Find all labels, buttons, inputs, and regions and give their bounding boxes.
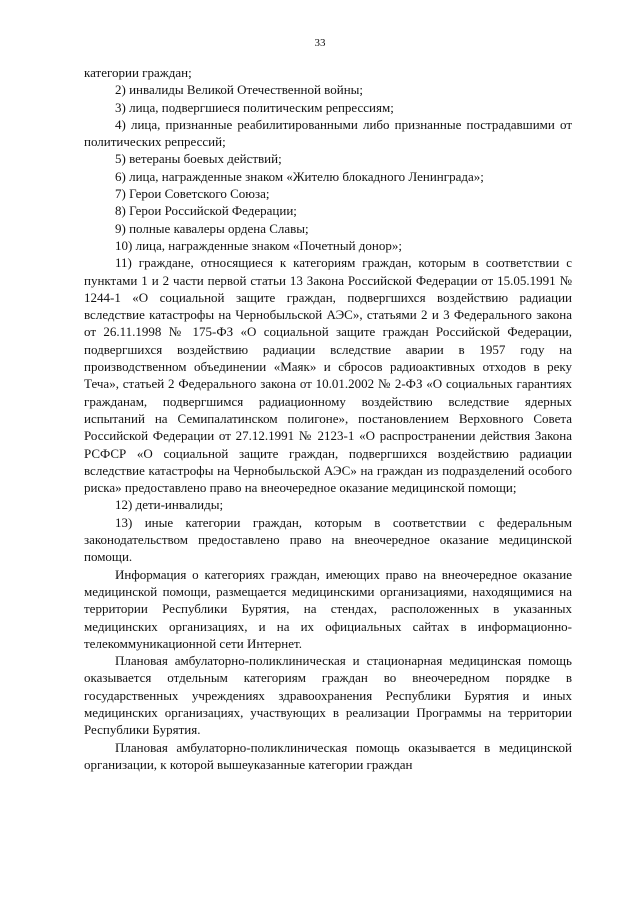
list-item-8: 8) Герои Российской Федерации;	[115, 203, 297, 219]
list-item-10: 10) лица, награжденные знаком «Почетный донор»;	[115, 237, 402, 253]
list-item-4: 4) лица, признанные реабилитированными либо признанные пострадавшими от политических репрессий;	[84, 116, 572, 150]
page-number: 33	[314, 37, 326, 49]
list-item-13: 13) иные категории граждан, которым в соответствии с федеральным законодательством предоставлено право на внеочередное оказание медицинской помощи.	[84, 514, 572, 565]
list-item-5: 5) ветераны боевых действий;	[115, 151, 282, 167]
paragraph-continuation: категории граждан;	[84, 65, 192, 80]
list-item-11: 11) граждане, относящиеся к категориям граждан, которым в соответствии с пунктами 1 и 2 части первой статьи 13 Закона Российской Федерации от 15.05.1991 № 1244-1 «О социальной защите граждан, подвергшихся воздействию радиации вследствие катастрофы на Чернобыльской АЭС», статьями 2 и 3 Федерального закона от 26.11.1998 № 175-ФЗ «О социальной защите граждан Российской Федерации, подвергшихся воздействию радиации вследствие аварии в 1957 году на производственном объединении «Маяк» и сбросов радиоактивных отходов в реку Теча», статьей 2 Федерального закона от 10.01.2002 № 2-ФЗ «О социальных гарантиях гражданам, подвергшимся радиационному воздействию вследствие ядерных испытаний на Семипалатинском полигоне», постановлением Верховного Совета Российской Федерации от 27.12.1991 № 2123-1 «О распространении действия Закона РСФСР «О социальной защите граждан, подвергшихся воздействию радиации вследствие катастрофы на Чернобыльской АЭС» на граждан из подразделений особого риска» предоставлено право на внеочередное оказание медицинской помощи;	[84, 255, 572, 496]
paragraph-outpatient-care: Плановая амбулаторно-поликлиническая помощь оказывается в медицинской организации, к которой вышеуказанные категории граждан	[84, 739, 572, 772]
list-item-12: 12) дети-инвалиды;	[115, 497, 224, 513]
list-item-7: 7) Герои Советского Союза;	[115, 186, 270, 202]
list-item-2: 2) инвалиды Великой Отечественной войны;	[115, 82, 363, 98]
document-body	[84, 64, 572, 773]
list-item-9: 9) полные кавалеры ордена Славы;	[115, 220, 309, 236]
list-item-3: 3) лица, подвергшиеся политическим репрессиям;	[115, 99, 394, 115]
list-item-6: 6) лица, награжденные знаком «Жителю блокадного Ленинграда»;	[115, 168, 484, 184]
paragraph-information: Информация о категориях граждан, имеющих право на внеочередное оказание медицинской помощи, размещается медицинскими организациями, находящимися на территории Республики Бурятия, на стендах, расположенных в указанных медицинских организациях, и на их официальных сайтах в информационно-телекоммуникационной сети Интернет.	[84, 566, 572, 651]
paragraph-planned-care: Плановая амбулаторно-поликлиническая и стационарная медицинская помощь оказывается отдельным категориям граждан во внеочередном порядке в государственных учреждениях здравоохранения Республики Бурятия и иных медицинских организациях, участвующих в реализации Программы на территории Республики Бурятия.	[84, 653, 572, 738]
